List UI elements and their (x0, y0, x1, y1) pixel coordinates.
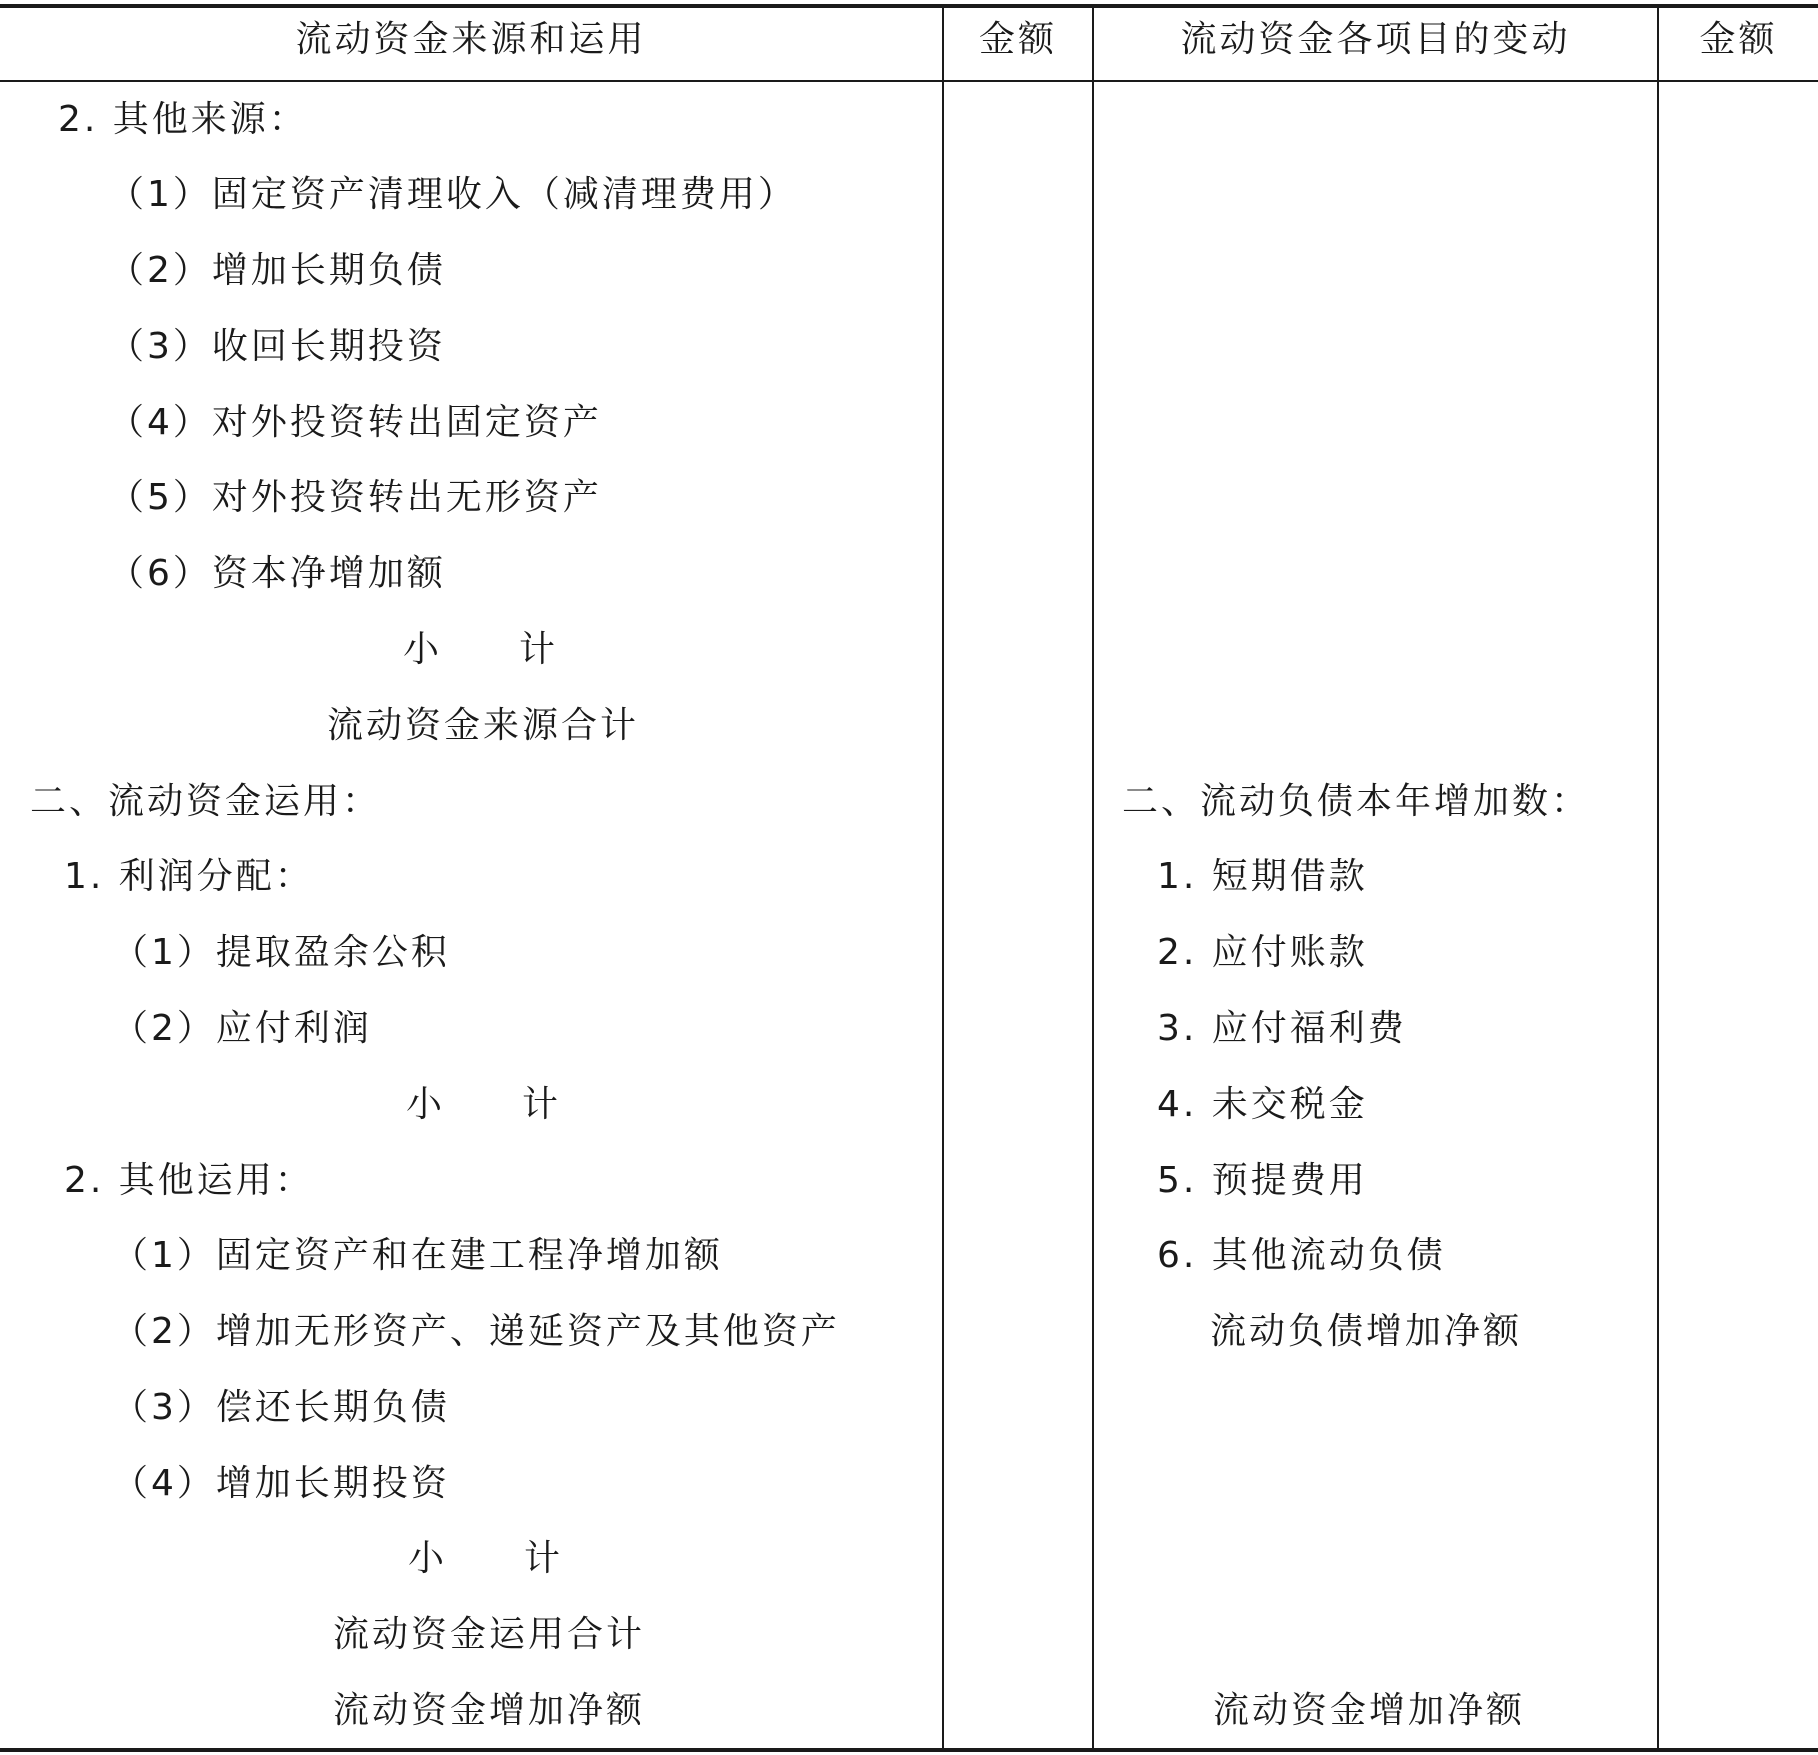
header-changes: 流动资金各项目的变动 (1180, 19, 1571, 60)
row-fixed-asset-disposal: （1）固定资产清理收入（减清理费用） (108, 174, 797, 215)
header-sources-uses: 流动资金来源和运用 (295, 19, 647, 60)
row-current-liab-net-increase: 流动负债增加净额 (1210, 1311, 1523, 1352)
row-increase-long-term-invest: （4）增加长期投资 (112, 1463, 450, 1504)
row-accrued-expenses: 5. 预提费用 (1157, 1160, 1368, 1201)
row-other-current-liab: 6. 其他流动负债 (1157, 1235, 1446, 1276)
subtotal-char: 计 (524, 1538, 561, 1579)
subtotal-char: 小 (408, 1538, 445, 1579)
column-divider (1657, 4, 1659, 1752)
row-accounts-payable: 2. 应付账款 (1157, 932, 1368, 973)
row-fixed-and-construction: （1）固定资产和在建工程净增加额 (112, 1235, 723, 1276)
table-top-rule (0, 4, 1818, 8)
table-bottom-rule (0, 1748, 1818, 1752)
row-profit-distribution: 1. 利润分配： (64, 856, 314, 897)
row-profit-payable: （2）应付利润 (112, 1008, 372, 1049)
row-uses-heading: 二、流动资金运用： (30, 781, 382, 822)
row-increase-long-term-liab: （2）增加长期负债 (108, 250, 446, 291)
header-amount-right: 金额 (1699, 19, 1778, 60)
row-other-uses: 2. 其他运用： (64, 1160, 314, 1201)
row-welfare-payable: 3. 应付福利费 (1157, 1008, 1407, 1049)
row-other-sources: 2. 其他来源： (58, 99, 308, 140)
row-intangible-deferred-other: （2）增加无形资产、递延资产及其他资产 (112, 1311, 840, 1352)
row-sources-total: 流动资金来源合计 (327, 705, 640, 746)
subtotal-char: 小 (406, 1084, 443, 1125)
row-net-increase-left: 流动资金增加净额 (333, 1690, 646, 1731)
column-divider (1092, 4, 1094, 1752)
row-subtotal (408, 1537, 560, 1581)
row-taxes-unpaid: 4. 未交税金 (1157, 1084, 1368, 1125)
table-header-rule (0, 80, 1818, 82)
subtotal-char: 小 (403, 629, 440, 670)
column-divider (942, 4, 944, 1752)
row-subtotal (406, 1083, 558, 1127)
row-net-increase-right: 流动资金增加净额 (1213, 1690, 1526, 1731)
subtotal-char: 计 (522, 1084, 559, 1125)
row-repay-long-term-liab: （3）偿还长期负债 (112, 1387, 450, 1428)
row-outward-invest-fixed: （4）对外投资转出固定资产 (108, 402, 602, 443)
row-recover-long-term-invest: （3）收回长期投资 (108, 326, 446, 367)
row-uses-total: 流动资金运用合计 (333, 1614, 646, 1655)
row-current-liab-heading: 二、流动负债本年增加数： (1122, 781, 1591, 822)
row-capital-net-increase: （6）资本净增加额 (108, 553, 446, 594)
row-surplus-reserve: （1）提取盈余公积 (112, 932, 450, 973)
header-amount-left: 金额 (978, 19, 1057, 60)
row-outward-invest-intangible: （5）对外投资转出无形资产 (108, 477, 602, 518)
subtotal-char: 计 (519, 629, 556, 670)
row-subtotal (403, 628, 555, 672)
row-short-term-loans: 1. 短期借款 (1157, 856, 1368, 897)
